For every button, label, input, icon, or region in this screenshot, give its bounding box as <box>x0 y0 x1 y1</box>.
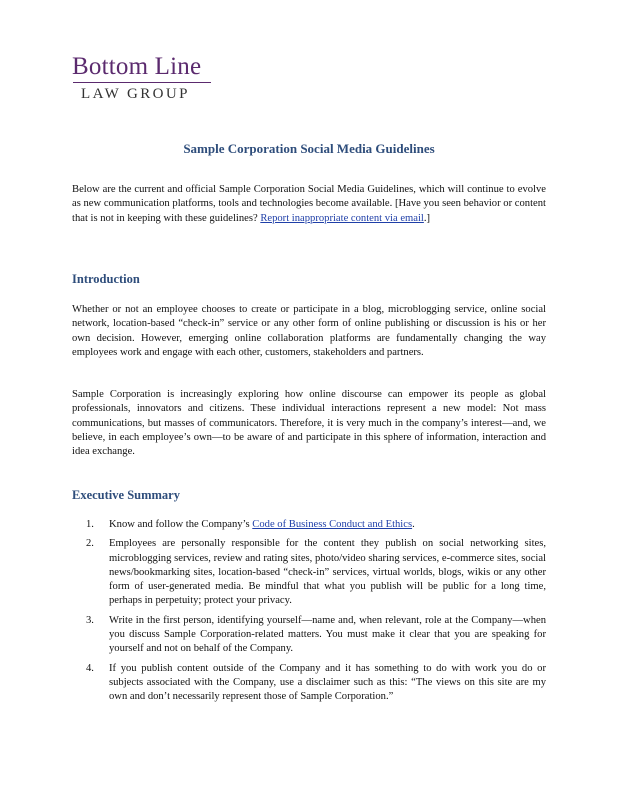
intro-after: .] <box>423 212 431 224</box>
list-number: 1. <box>86 519 94 530</box>
list-item <box>86 662 546 705</box>
introduction-heading: Introduction <box>72 272 140 286</box>
list-number: 3. <box>86 614 94 626</box>
list-item <box>86 537 546 608</box>
code-of-conduct-link[interactable]: Code of Business Conduct and Ethics <box>252 519 413 530</box>
company-logo <box>72 54 211 102</box>
list-item-text: Know and follow the Company’s <box>109 519 253 530</box>
list-item-text: If you publish content outside of the Company and it has something to do with work you do or subjects associated with the Company, use a disclaimer such as this: “The views on this site are my own and don’t necessarily represent those of Sample Corporation.” <box>109 662 546 703</box>
logo-rule <box>73 82 211 83</box>
intro-paragraph <box>72 183 546 226</box>
list-item-text: Write in the first person, identifying yourself—name and, when relevant, role at the Company—when you discuss Sample Corporation-related matters. You must make it clear that you are speaking for yourself and not on behalf of the Company. <box>109 614 546 655</box>
list-item <box>86 518 546 532</box>
document-title: Sample Corporation Social Media Guidelines <box>183 141 435 156</box>
logo-subtitle: LAW GROUP <box>81 86 190 102</box>
executive-summary-list <box>86 518 546 710</box>
intro-text: Below are the current and official Sample Corporation Social Media Guidelines, which will continue to evolve as new communication platforms, tools and technologies become available. [Have you seen behavior or content that is not in keeping with these guidelines? <box>72 184 546 224</box>
logo-name: Bottom Line <box>72 53 202 80</box>
list-item <box>86 614 546 657</box>
report-content-link[interactable]: Report inappropriate content via email <box>260 212 424 224</box>
introduction-paragraph-2: Sample Corporation is increasingly exploring how online discourse can empower its people as global professionals, innovators and citizens. These individual interactions represent a new model: Not mass communications, but masses of communicators. Therefore, it is very much in the company’s interest—and, we believe, in each employee’s own—to be aware of and participate in this sphere of information, interaction and idea exchange. <box>72 389 546 458</box>
list-item-text: Employees are personally responsible for the content they publish on social networking sites, microblogging services, review and rating sites, photo/video sharing services, e-commerce sites, social news/bookmarking sites, location-based “check-in” services, virtual worlds, blogs, wikis or any other form of user-generated media. Be mindful that what you publish will be public for a long time, perhaps in perpetuity; protect your privacy. <box>109 538 546 607</box>
list-number: 4. <box>86 662 94 674</box>
executive-summary-heading: Executive Summary <box>72 488 180 502</box>
introduction-paragraph-1: Whether or not an employee chooses to create or participate in a blog, microblogging service, online social network, location-based “check-in” service or any other form of online publishing or discussion is his or her own decision. However, emerging online collaboration platforms are fundamentally changing the way employees work and engage with each other, customers, stakeholders and partners. <box>72 304 546 358</box>
list-item-after: . <box>412 519 415 530</box>
list-number: 2. <box>86 538 94 550</box>
